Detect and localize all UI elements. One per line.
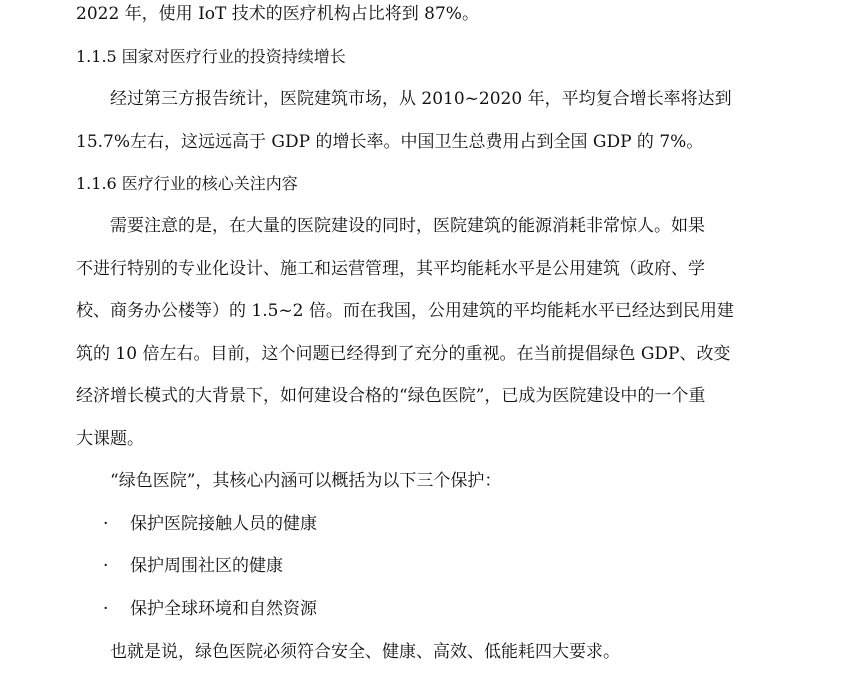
paragraph-1-line-1: 经过第三方报告统计，医院建筑市场，从 2010~2020 年，平均复合增长率将达到 [110, 89, 732, 109]
paragraph-4: 也就是说，绿色医院必须符合安全、健康、高效、低能耗四大要求。 [110, 642, 620, 662]
section-heading-1-1-6: 1.1.6 医疗行业的核心关注内容 [76, 174, 298, 193]
paragraph-2-line-5: 经济增长模式的大背景下，如何建设合格的“绿色医院”，已成为医院建设中的一个重 [76, 386, 706, 406]
bullet-text: 保护医院接触人员的健康 [130, 514, 317, 534]
bullet-text: 保护周围社区的健康 [130, 556, 283, 576]
bullet-dot: · [103, 599, 109, 619]
paragraph-2-line-3: 校、商务办公楼等）的 1.5~2 倍。而在我国，公用建筑的平均能耗水平已经达到民用建 [76, 301, 734, 321]
text-line: 2022 年，使用 IoT 技术的医疗机构占比将到 87%。 [76, 4, 479, 24]
paragraph-3: “绿色医院”，其核心内涵可以概括为以下三个保护： [110, 471, 502, 491]
paragraph-2-line-2: 不进行特别的专业化设计、施工和运营管理，其平均能耗水平是公用建筑（政府、学 [76, 259, 705, 279]
paragraph-1-line-2: 15.7%左右，这远远高于 GDP 的增长率。中国卫生总费用占到全国 GDP 的 7%。 [76, 132, 704, 152]
bullet-dot: · [103, 556, 109, 576]
paragraph-2-line-4: 筑的 10 倍左右。目前，这个问题已经得到了充分的重视。在当前提倡绿色 GDP、改变 [76, 344, 731, 364]
paragraph-2-line-1: 需要注意的是，在大量的医院建设的同时，医院建筑的能源消耗非常惊人。如果 [110, 216, 705, 236]
bullet-dot: · [103, 514, 109, 534]
paragraph-2-line-6: 大课题。 [76, 429, 144, 449]
bullet-text: 保护全球环境和自然资源 [130, 599, 317, 619]
section-heading-1-1-5: 1.1.5 国家对医疗行业的投资持续增长 [76, 47, 346, 66]
